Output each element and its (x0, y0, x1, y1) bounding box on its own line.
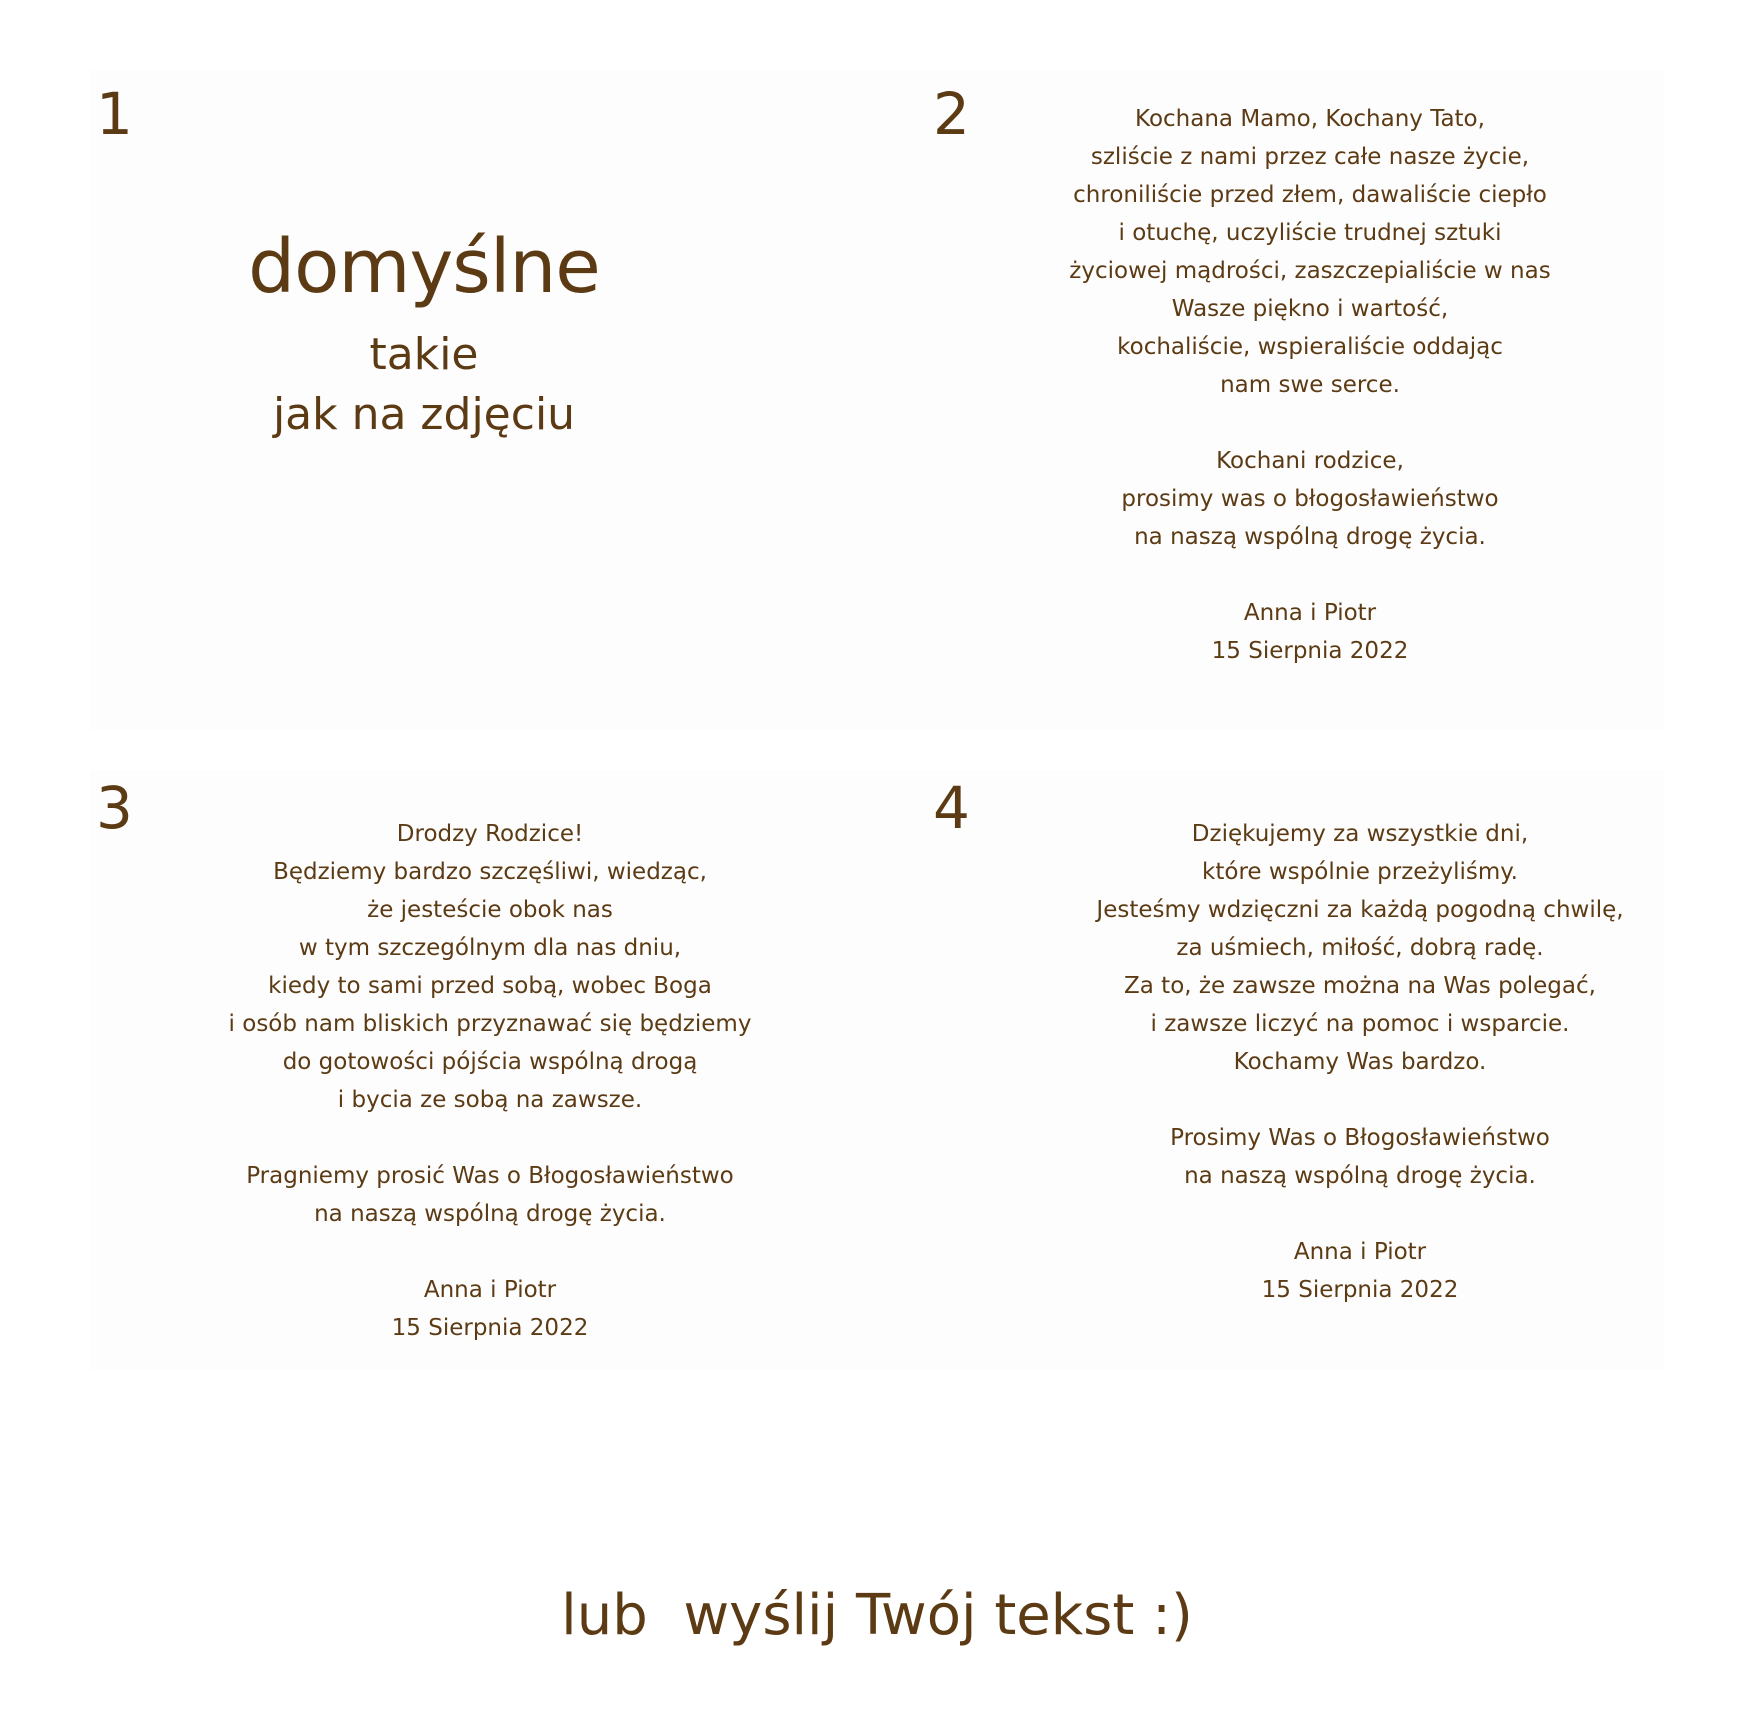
option-1-number: 1 (96, 80, 133, 148)
option-3-text-line: 15 Sierpnia 2022 (391, 1315, 589, 1341)
option-2-text-line: na naszą wspólną drogę życia. (1134, 524, 1486, 550)
option-3-text-line (170, 1119, 810, 1157)
option-2-text-line: chroniliście przed złem, dawaliście ciepło (1073, 182, 1547, 208)
option-3-text-line: Pragniemy prosić Was o Błogosławieństwo (246, 1163, 734, 1189)
option-2-text-line: Anna i Piotr (1243, 600, 1377, 626)
option-2-text-line: nam swe serce. (1220, 372, 1400, 398)
option-2-text-line: życiowej mądrości, zaszczepialiście w nas (1069, 258, 1551, 284)
option-4-text-line (1060, 1195, 1660, 1233)
option-4-text-line: 15 Sierpnia 2022 (1261, 1277, 1459, 1303)
option-3-text-line: na naszą wspólną drogę życia. (314, 1201, 666, 1227)
option-2-text-line: kochaliście, wspieraliście oddając (1117, 334, 1503, 360)
option-2-text-line: szliście z nami przez całe nasze życie, (1090, 144, 1530, 170)
option-2-text-line: Wasze piękno i wartość, (1171, 296, 1449, 322)
option-3-text-line: Będziemy bardzo szczęśliwi, wiedząc, (273, 859, 707, 885)
option-2-text-line: prosimy was o błogosławieństwo (1121, 486, 1499, 512)
option-1-subtitle-line1: takie (369, 329, 479, 380)
option-4-text-line: na naszą wspólną drogę życia. (1184, 1163, 1536, 1189)
option-2-number: 2 (933, 80, 970, 148)
option-4-text-line: Dziękujemy za wszystkie dni, (1191, 821, 1529, 847)
option-4-text-line: i zawsze liczyć na pomoc i wsparcie. (1150, 1011, 1570, 1037)
option-4-text-line: Za to, że zawsze można na Was polegać, (1124, 973, 1596, 999)
option-3-text-line: i osób nam bliskich przyznawać się będziemy (228, 1011, 752, 1037)
option-2-text-block (1010, 100, 1610, 670)
option-4-text-line: za uśmiech, miłość, dobrą radę. (1176, 935, 1544, 961)
option-2-text-line: i otuchę, uczyliście trudnej sztuki (1118, 220, 1502, 246)
option-3-number: 3 (96, 774, 133, 842)
option-3-text-line: że jesteście obok nas (367, 897, 613, 923)
option-1-title: domyślne (248, 224, 600, 310)
option-4-text-line: Prosimy Was o Błogosławieństwo (1170, 1125, 1550, 1151)
option-4-text-line (1060, 1081, 1660, 1119)
option-2-text-line: Kochani rodzice, (1216, 448, 1404, 474)
option-3-text-line: Anna i Piotr (423, 1277, 557, 1303)
option-2-text-line (1010, 404, 1610, 442)
footer-send-your-text: lub wyślij Twój tekst :) (561, 1583, 1193, 1648)
option-1-subtitle-line2: jak na zdjęciu (272, 389, 576, 440)
option-3-text-line: do gotowości pójścia wspólną drogą (282, 1049, 698, 1075)
option-3-text-line (170, 1233, 810, 1271)
option-2-text-line: Kochana Mamo, Kochany Tato, (1135, 106, 1485, 132)
option-2-text-line: 15 Sierpnia 2022 (1211, 638, 1409, 664)
option-4-number: 4 (933, 774, 970, 842)
option-4-text-line: Anna i Piotr (1293, 1239, 1427, 1265)
option-4-text-block (1060, 815, 1660, 1309)
option-2-text-line (1010, 556, 1610, 594)
option-3-text-block (170, 815, 810, 1347)
option-4-text-line: Jesteśmy wdzięczni za każdą pogodną chwilę, (1096, 897, 1624, 923)
option-3-text-line: w tym szczególnym dla nas dniu, (298, 935, 682, 961)
option-4-text-line: które wspólnie przeżyliśmy. (1202, 859, 1518, 885)
option-3-text-line: Drodzy Rodzice! (396, 821, 584, 847)
option-4-text-line: Kochamy Was bardzo. (1233, 1049, 1487, 1075)
option-3-text-line: i bycia ze sobą na zawsze. (337, 1087, 643, 1113)
option-3-text-line: kiedy to sami przed sobą, wobec Boga (268, 973, 712, 999)
